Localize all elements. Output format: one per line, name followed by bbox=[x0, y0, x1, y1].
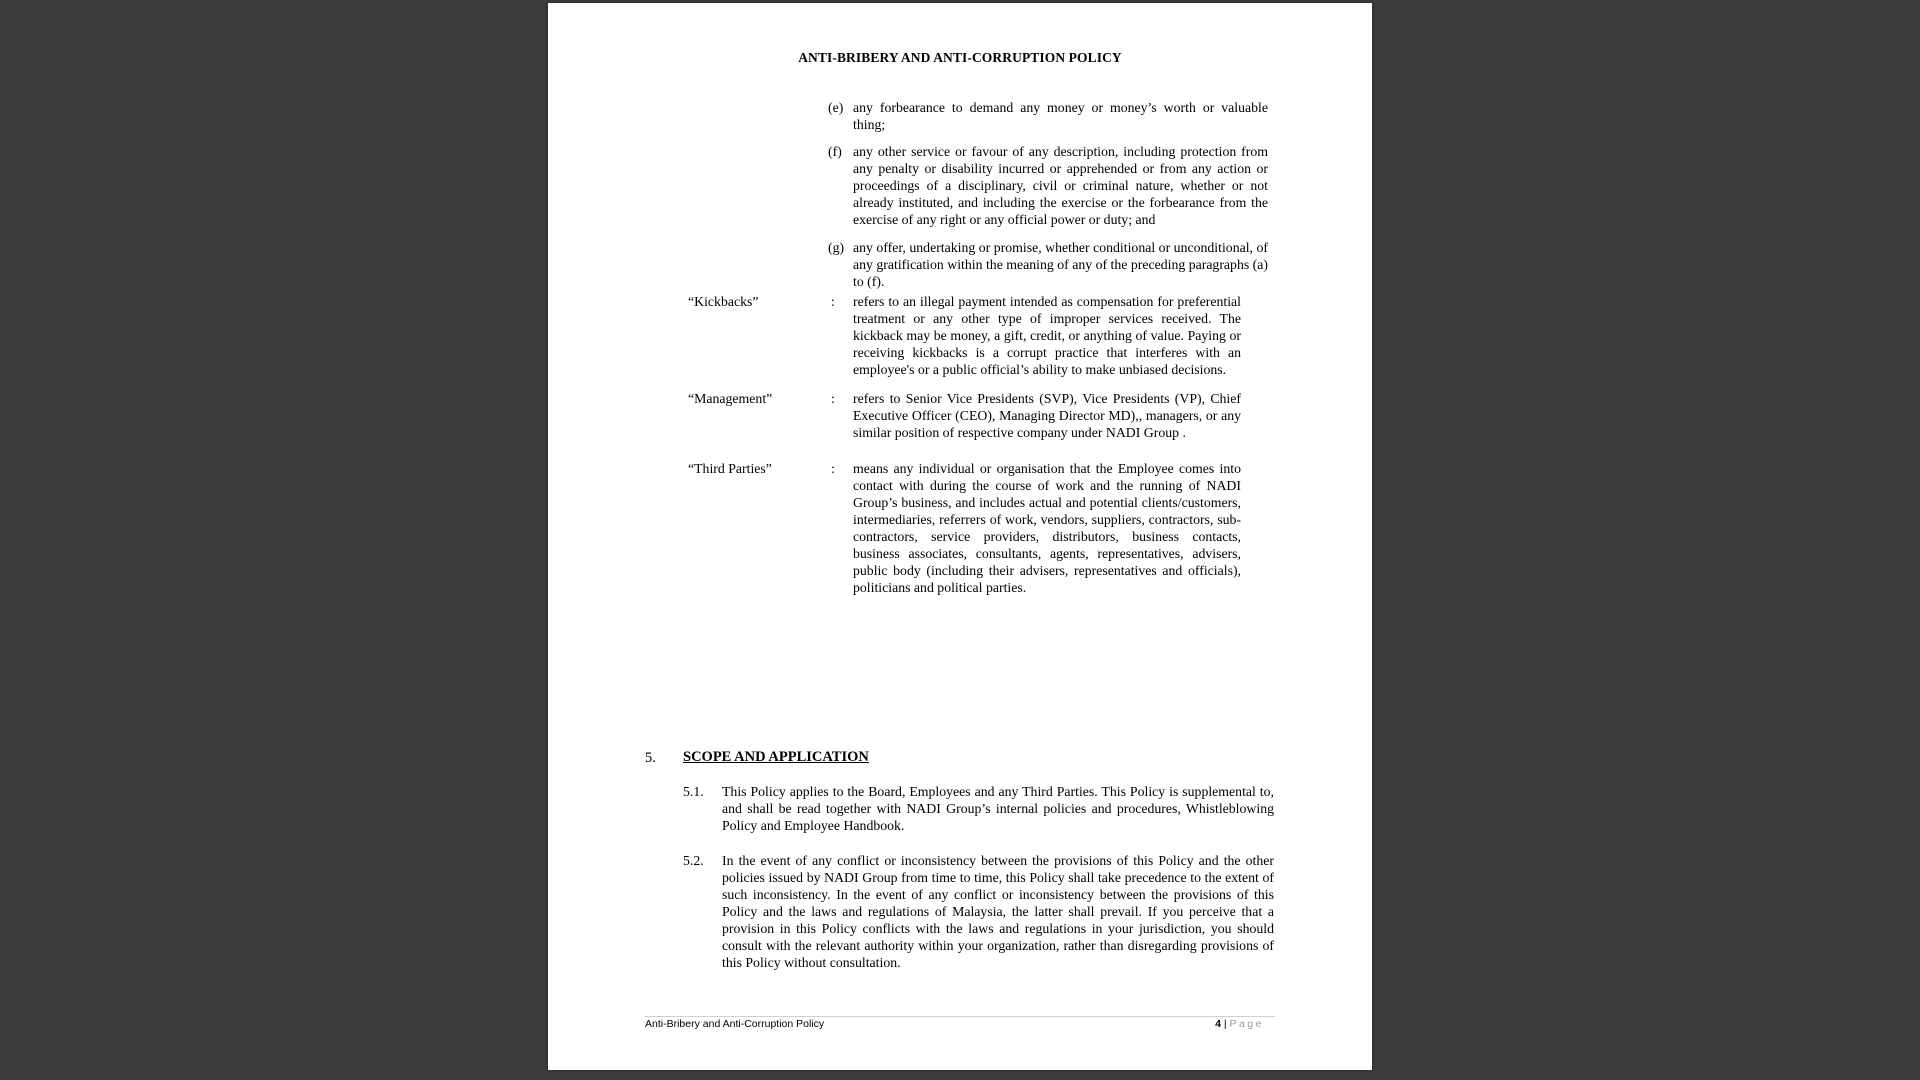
definition-text-management: refers to Senior Vice Presidents (SVP), Vice Presidents (VP), Chief Executive Officer (CEO), Managing Director MD),, managers, or any similar position of respective company under NADI Group . bbox=[853, 391, 1241, 440]
footer-divider bbox=[645, 1016, 1275, 1017]
definition-term-third-parties: “Third Parties” bbox=[688, 461, 772, 476]
list-item-f bbox=[828, 143, 1268, 228]
definition-separator: : bbox=[831, 294, 835, 309]
section-number: 5. bbox=[645, 750, 656, 766]
document-page bbox=[548, 3, 1372, 1070]
definition-text-third-parties: means any individual or organisation that the Employee comes into contact with during the course of work and the running of NADI Group’s business, and includes actual and potential clients/customers, intermediaries, referrers of work, vendors, suppliers, contractors, sub-contractors, service providers, distributors, business contacts, business associates, consultants, agents, representatives, advisers, public body (including their advisers, representatives and officials), politicians and political parties. bbox=[853, 461, 1241, 595]
section-title: SCOPE AND APPLICATION bbox=[683, 749, 869, 765]
footer-page-separator: | bbox=[1220, 1018, 1230, 1030]
page-header-title: ANTI-BRIBERY AND ANTI-CORRUPTION POLICY bbox=[798, 50, 1122, 65]
list-item-e bbox=[828, 99, 1268, 133]
clause-number-5-2: 5.2. bbox=[683, 853, 704, 868]
clause-number-5-1: 5.1. bbox=[683, 784, 704, 799]
list-item-marker: (f) bbox=[828, 144, 842, 159]
footer-page-indicator bbox=[1208, 1018, 1264, 1030]
definition-separator: : bbox=[831, 391, 835, 406]
definition-text-kickbacks: refers to an illegal payment intended as compensation for preferential treatment or any other type of improper services received. The kickback may be money, a gift, credit, or anything of value. Paying or receiving kickbacks is a corrupt practice that interferes with an employee's or a public official’s ability to make unbiased decisions. bbox=[853, 294, 1241, 377]
list-item-marker: (g) bbox=[828, 240, 845, 255]
footer-document-title: Anti-Bribery and Anti-Corruption Policy bbox=[645, 1018, 825, 1030]
list-item-text: any forbearance to demand any money or money’s worth or valuable thing; bbox=[853, 100, 1268, 132]
definition-term-management: “Management” bbox=[688, 391, 773, 406]
list-item-text: any offer, undertaking or promise, whether conditional or unconditional, of any gratification within the meaning of any of the preceding paragraphs (a) to (f). bbox=[853, 240, 1268, 289]
clause-text-5-1: This Policy applies to the Board, Employees and any Third Parties. This Policy is supplemental to, and shall be read together with NADI Group’s internal policies and procedures, Whistleblowing Policy and Employee Handbook. bbox=[722, 784, 1274, 833]
footer-page-number: 4 bbox=[1215, 1018, 1221, 1030]
definition-term-kickbacks: “Kickbacks” bbox=[688, 294, 759, 309]
list-item-text: any other service or favour of any description, including protection from any penalty or disability incurred or apprehended or from any action or proceedings of a disciplinary, civil or criminal nature, whether or not already instituted, and including the exercise or the forbearance from the exercise of any right or any official power or duty; and bbox=[853, 144, 1268, 227]
list-item-marker: (e) bbox=[828, 100, 844, 115]
clause-text-5-2: In the event of any conflict or inconsistency between the provisions of this Policy and the other policies issued by NADI Group from time to time, this Policy shall take precedence to the extent of such inconsistency. In the event of any conflict or inconsistency between the provisions of this Policy and the laws and regulations of Malaysia, the latter shall prevail. If you perceive that a provision in this Policy conflicts with the laws and regulations in your jurisdiction, you should consult with the relevant authority within your organization, rather than disregarding provisions of this Policy without consultation. bbox=[722, 853, 1274, 970]
list-item-g bbox=[828, 239, 1268, 290]
definition-separator: : bbox=[831, 461, 835, 476]
footer-page-word: Page bbox=[1229, 1018, 1264, 1030]
